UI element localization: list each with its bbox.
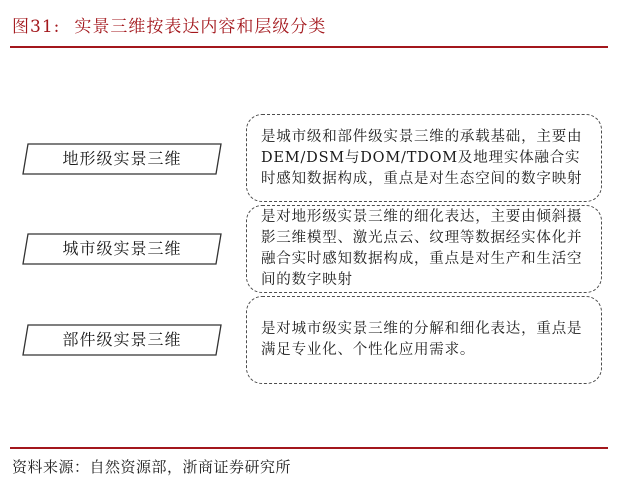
description-text: 是对地形级实景三维的细化表达，主要由倾斜摄影三维模型、激光点云、纹理等数据经实体化并融合实时感知数据构成，重点是对生产和生活空间的数字映射 bbox=[261, 209, 583, 288]
level-component bbox=[22, 324, 222, 356]
title-divider bbox=[10, 46, 608, 48]
level-label: 部件级实景三维 bbox=[62, 330, 182, 349]
source-divider bbox=[10, 447, 608, 449]
description-text: 是对城市级实景三维的分解和细化表达，重点是满足专业化、个性化应用需求。 bbox=[261, 321, 583, 358]
level-city bbox=[22, 233, 222, 265]
description-text: 是城市级和部件级实景三维的承载基础，主要由DEM/DSM与DOM/TDOM及地理实体融合实时感知数据构成，重点是对生态空间的数字映射 bbox=[261, 128, 583, 187]
description-box-city bbox=[246, 205, 602, 293]
level-label: 城市级实景三维 bbox=[62, 239, 182, 258]
description-box-component bbox=[246, 296, 602, 384]
description-box-terrain bbox=[246, 114, 602, 202]
figure-title bbox=[12, 12, 326, 37]
level-label: 地形级实景三维 bbox=[62, 149, 182, 168]
figure-number: 图31: bbox=[12, 17, 61, 37]
level-terrain bbox=[22, 143, 222, 175]
source-note: 资料来源：自然资源部，浙商证券研究所 bbox=[12, 458, 292, 476]
figure-title-text: 实景三维按表达内容和层级分类 bbox=[74, 17, 327, 37]
